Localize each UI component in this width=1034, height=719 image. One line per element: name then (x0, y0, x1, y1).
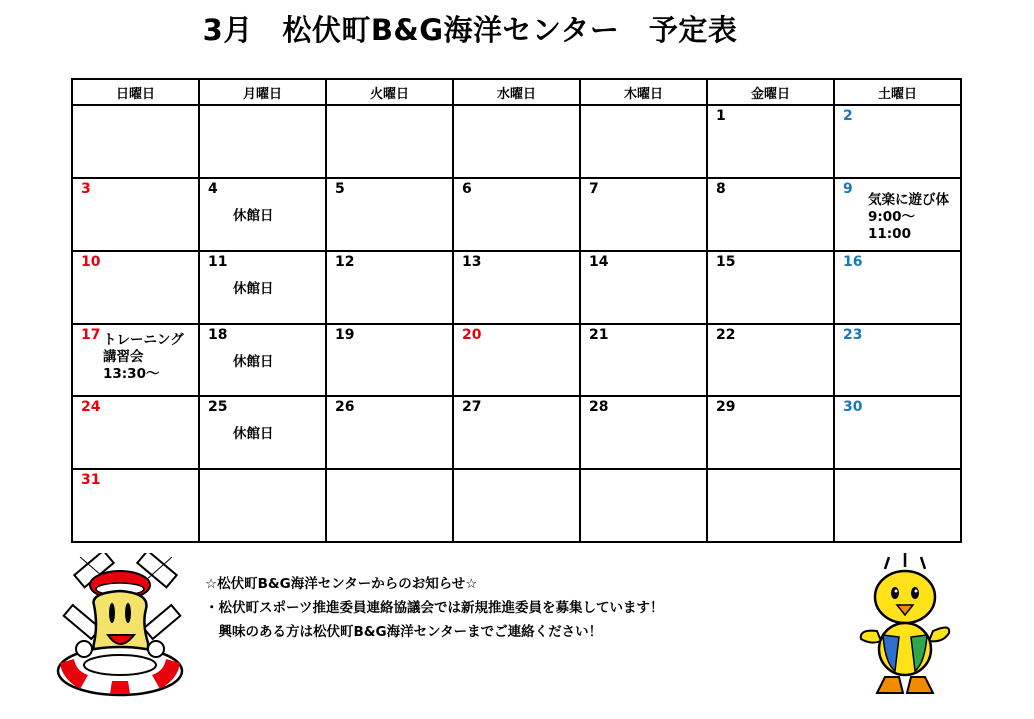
day-cell (72, 324, 199, 397)
weekday-thursday: 木曜日 (580, 79, 707, 105)
day-number: 16 (843, 253, 863, 270)
calendar-week (72, 469, 961, 542)
day-cell-empty (707, 469, 834, 542)
event-play-session: 気楽に遊び体 9:00～ 11:00 (868, 192, 949, 243)
day-cell-empty (326, 469, 453, 542)
day-number: 10 (81, 253, 101, 270)
day-number: 26 (335, 399, 355, 416)
calendar-week (72, 105, 961, 178)
day-cell (453, 396, 580, 469)
day-cell (453, 178, 580, 251)
calendar-table (71, 78, 962, 543)
day-cell (453, 324, 580, 397)
day-cell (834, 396, 961, 469)
day-number: 6 (462, 181, 472, 198)
day-cell (326, 178, 453, 251)
day-number: 7 (589, 181, 599, 198)
day-number: 3 (81, 181, 91, 198)
calendar-week (72, 251, 961, 324)
calendar-week (72, 396, 961, 469)
day-number: 8 (716, 181, 726, 198)
day-number: 27 (462, 399, 482, 416)
day-cell (707, 396, 834, 469)
day-number: 31 (81, 472, 101, 489)
day-cell (580, 324, 707, 397)
day-number: 21 (589, 326, 609, 343)
day-cell-empty (72, 105, 199, 178)
day-cell (707, 178, 834, 251)
weekday-wednesday: 水曜日 (453, 79, 580, 105)
day-number: 12 (335, 253, 355, 270)
day-cell-empty (453, 469, 580, 542)
day-cell (707, 251, 834, 324)
event-training-seminar: トレーニング 講習会 13:30～ (103, 331, 184, 382)
day-number: 29 (716, 399, 736, 416)
day-number-holiday: 20 (462, 326, 482, 343)
day-cell-empty (580, 469, 707, 542)
weekday-header-row (72, 79, 961, 105)
day-number: 2 (843, 108, 853, 125)
day-number: 5 (335, 181, 345, 198)
day-number: 25 (208, 399, 228, 416)
day-cell (199, 324, 326, 397)
day-cell (580, 178, 707, 251)
day-cell (707, 105, 834, 178)
day-cell (834, 178, 961, 251)
day-cell-empty (326, 105, 453, 178)
weekday-sunday: 日曜日 (72, 79, 199, 105)
notice-box (205, 572, 663, 644)
day-cell (326, 251, 453, 324)
chick-mascot-illustration (855, 553, 955, 703)
day-cell-empty (834, 469, 961, 542)
event-closed: 休館日 (233, 208, 274, 225)
calendar-week (72, 178, 961, 251)
day-cell (326, 396, 453, 469)
day-cell (580, 396, 707, 469)
day-number: 19 (335, 326, 355, 343)
weekday-tuesday: 火曜日 (326, 79, 453, 105)
day-cell (834, 105, 961, 178)
day-number: 18 (208, 326, 228, 343)
day-number: 17 (81, 326, 101, 343)
day-cell (199, 396, 326, 469)
day-number: 22 (716, 326, 736, 343)
day-cell (326, 324, 453, 397)
day-cell (72, 178, 199, 251)
day-number: 28 (589, 399, 609, 416)
weekday-saturday: 土曜日 (834, 79, 961, 105)
day-number: 24 (81, 399, 101, 416)
day-cell (707, 324, 834, 397)
day-cell-empty (199, 105, 326, 178)
day-cell (834, 251, 961, 324)
day-cell (72, 469, 199, 542)
day-cell (72, 251, 199, 324)
day-cell-empty (199, 469, 326, 542)
day-number: 1 (716, 108, 726, 125)
day-cell (199, 251, 326, 324)
day-cell (72, 396, 199, 469)
day-cell (580, 251, 707, 324)
day-cell (199, 178, 326, 251)
notice-header: ☆松伏町B&G海洋センターからのお知らせ☆ (205, 576, 478, 592)
day-cell (834, 324, 961, 397)
notice-line-recruitment: ・松伏町スポーツ推進委員連絡協議会では新規推進委員を募集しています！ (205, 600, 664, 616)
peanut-mascot-illustration (50, 553, 190, 703)
day-number: 14 (589, 253, 609, 270)
event-closed: 休館日 (233, 353, 274, 370)
day-number: 30 (843, 399, 863, 416)
day-number: 23 (843, 326, 863, 343)
day-number: 15 (716, 253, 736, 270)
notice-line-contact: 興味のある方は松伏町B&G海洋センターまでご連絡ください！ (205, 624, 603, 640)
day-cell-empty (453, 105, 580, 178)
event-closed: 休館日 (233, 280, 274, 297)
day-number: 9 (843, 181, 853, 198)
day-number: 13 (462, 253, 482, 270)
calendar-week (72, 324, 961, 397)
weekday-friday: 金曜日 (707, 79, 834, 105)
event-closed: 休館日 (233, 426, 274, 443)
page-title: 3月 松伏町B&G海洋センター 予定表 (202, 13, 738, 47)
weekday-monday: 月曜日 (199, 79, 326, 105)
day-cell (453, 251, 580, 324)
day-cell-empty (580, 105, 707, 178)
day-number: 4 (208, 181, 218, 198)
day-number: 11 (208, 253, 228, 270)
